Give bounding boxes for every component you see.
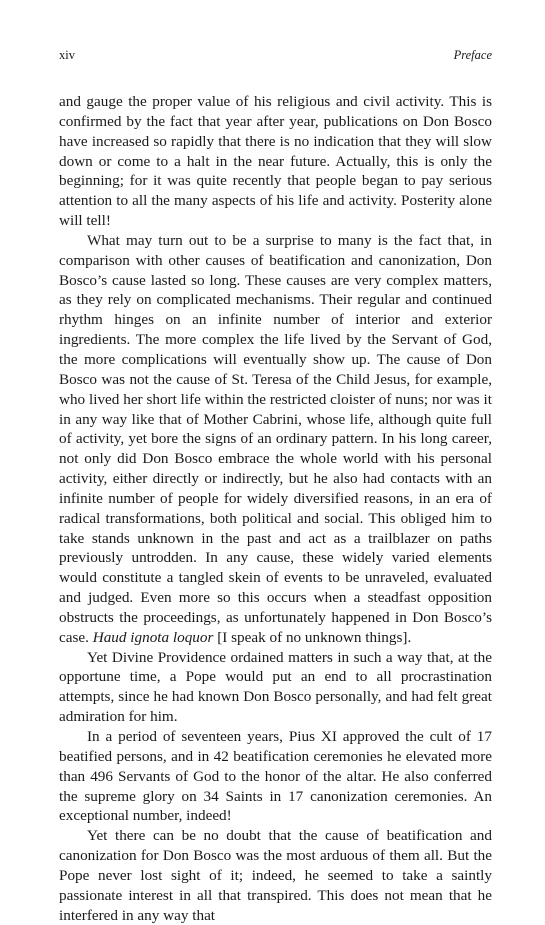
body-text: [59, 92, 492, 925]
paragraph-text: Yet Divine Providence ordained matters in such a way that, at the opportune time, a Pope would put an end to all procrastination attempts, since he had known Don Bosco personally, and had felt great admiration for him.: [59, 648, 492, 726]
paragraph-text: In a period of seventeen years, Pius XI approved the cult of 17 beatified persons, and in 42 beatification ceremonies he elevated more than 496 Servants of God to the honor of the altar. He also conferred the supreme glory on 34 Saints in 17 canonization ceremonies. An exceptional number, indeed!: [59, 728, 492, 825]
section-title: Preface: [453, 48, 492, 62]
paragraph: [59, 231, 492, 648]
paragraph: [59, 727, 492, 826]
running-header: [59, 47, 492, 63]
paragraph: [59, 826, 492, 925]
translation-text: [I speak of no unknown things].: [217, 628, 412, 646]
paragraph: [59, 648, 492, 727]
paragraph: [59, 92, 492, 231]
book-page: [59, 47, 492, 925]
paragraph-text: and gauge the proper value of his religious and civil activity. This is confirmed by the fact that year after year, publications on Don Bosco have increased so rapidly that there is no indication that they will slow down or come to a halt in the near future. Actually, this is only the beginning; for it was quite recently that people began to pay serious attention to all the many aspects of his life and activity. Posterity alone will tell!: [59, 93, 492, 230]
page-number: xiv: [59, 48, 75, 62]
paragraph-text: Yet there can be no doubt that the cause of beatification and canonization for Don Bosco was the most arduous of them all. But the Pope never lost sight of it; indeed, he seemed to take a saintly passionate interest in all that transpired. This does not mean that he interfered in any way that: [59, 827, 492, 924]
latin-phrase: Haud ignota loquor: [92, 628, 214, 646]
paragraph-text: What may turn out to be a surprise to many is the fact that, in comparison with other causes of beatification and canonization, Don Bosco’s cause lasted so long. These causes are very complex matters, as they rely on complicated mechanisms. Their regular and continued rhythm hinges on an infinite number of interior and exterior ingredients. The more complex the life lived by the Servant of God, the more complications will eventually show up. The cause of Don Bosco was not the cause of St. Teresa of the Child Jesus, for example, who lived her short life within the restricted cloister of nuns; nor was it in any way like that of Mother Cabrini, whose life, although quite full of activity, yet bore the signs of an ordinary pattern. In his long career, not only did Don Bosco embrace the whole world with his personal activity, either directly or indirectly, but he also had contacts with an infinite number of people for widely diversified reasons, in an era of radical transformations, both political and social. This obliged him to take stands unknown in the past and act as a trailblazer on paths previously untrodden. In any cause, these widely varied elements would constitute a tangled skein of events to be unraveled, evaluated and judged. Even more so this occurs when a steadfast opposition obstructs the proceedings, as unfortunately happened in Don Bosco’s case.: [59, 231, 492, 646]
